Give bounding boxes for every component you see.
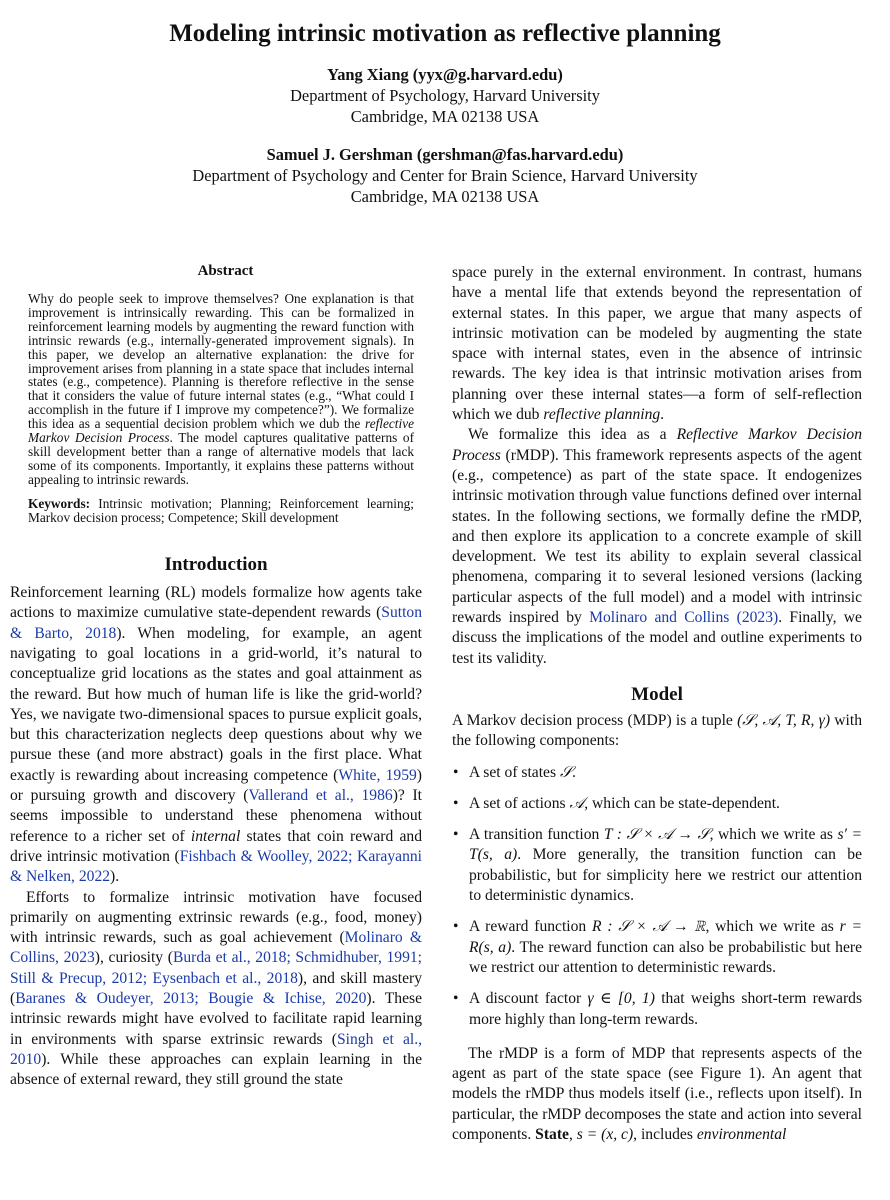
citation-link[interactable]: Singh et al., 2010 (10, 1030, 423, 1068)
emphasis: internal (190, 827, 241, 845)
abstract-heading: Abstract (197, 263, 254, 279)
text: A transition function (469, 826, 604, 844)
math: γ ∈ [0, 1) (587, 990, 655, 1008)
keywords-text: Intrinsic motivation; Planning; Reinforcement learning; Markov decision process; Competence; Skill development (28, 495, 414, 525)
right-column (452, 263, 862, 1145)
mdp-components-list (452, 763, 862, 1030)
text: ). These intrinsic rewards might have evolved to facilitate rapid learning in environments with sparse extrinsic rewards ( (10, 990, 422, 1048)
text: ). When modeling, for example, an agent navigating to goal locations in a grid-world, it’s natural to conceptualize grid locations as the states and goal attainment as the reward. But how much of human life is like the grid-world? Yes, we navigate two-dimensional spaces to pursue explicit goals, but this characterization neglects deep questions about why we pursue these (and more abstract) goals in the first place. What exactly is rewarding about increasing competence ( (10, 624, 422, 784)
text: . (660, 406, 665, 424)
model-paragraph (452, 1044, 862, 1145)
text: (rMDP). This framework represents aspects of the agent (e.g., competence) as part of the state space. It endogenizes intrinsic motivation through value functions defined over internal states. In the following sections, we formally define the rMDP, and then explore its application to a concrete example of skill development. We test its ability to explain several classical phenomena, comparing it to several lesioned versions (lacking particular aspects of the full model) and a model with intrinsic rewards inspired by (452, 446, 862, 627)
text: states that coin reward and drive intrinsic motivation ( (10, 827, 423, 865)
text: ), curiosity ( (94, 949, 173, 967)
citation-link[interactable]: Molinaro and Collins (2023) (589, 609, 779, 627)
math: s = (x, c) (576, 1125, 634, 1143)
list-item (452, 917, 862, 978)
text: We formalize this idea as a (468, 426, 677, 444)
text: ). While these approaches can explain learning in the absence of external reward, they still ground the state (10, 1050, 422, 1089)
math: s′ = T(s, a) (469, 826, 863, 864)
text: , which we write as (705, 918, 840, 936)
citation-link[interactable]: White, 1959 (338, 766, 417, 784)
list-item (452, 825, 862, 906)
abstract-text (28, 292, 414, 487)
author-address: Cambridge, MA 02138 USA (350, 107, 540, 126)
text: A set of states (469, 763, 560, 781)
text: )? It seems impossible to understand these phenomena without reference to a richer set of (10, 787, 422, 845)
text: ) or pursuing growth and discovery ( (10, 766, 422, 805)
author-address: Cambridge, MA 02138 USA (350, 187, 540, 206)
intro-paragraph-1 (10, 583, 422, 887)
author-affiliation: Department of Psychology, Harvard University (290, 86, 600, 105)
text: A Markov decision process (MDP) is a tuple (452, 711, 738, 729)
emphasis: environmental (696, 1125, 787, 1143)
left-column (10, 262, 422, 1091)
intro-paragraph-2 (10, 888, 422, 1091)
author-name: Yang Xiang (yyx@g.harvard.edu) (327, 65, 563, 84)
text: space purely in the external environment. In contrast, humans have a mental life that extends beyond the representation of external states. In this paper, we argue that many aspects of intrinsic motivation can be modeled by augmenting the state space with internal states, even in the absence of intrinsic rewards. The key idea is that intrinsic motivation arises from planning over these internal states—a form of self-reflection which we dub (452, 264, 862, 424)
text: A discount factor (469, 990, 588, 1008)
math: r = R(s, a) (469, 918, 862, 956)
text: that weighs short-term rewards more highly than long-term rewards. (469, 990, 863, 1028)
text: ). (110, 868, 120, 886)
citation-link[interactable]: Fishbach & Woolley, 2022; Karayanni & Nelken, 2022 (10, 847, 422, 886)
text: with the following components: (452, 711, 862, 750)
abstract-part: Why do people seek to improve themselves? One explanation is that improvement is intrinsically rewarding. This can be formalized in reinforcement learning models by augmenting the reward function with intrinsic rewards (e.g., internally-generated improvement signals). In this paper, we develop an alternative explanation: the drive for improvement arises from planning in a state space that includes internal states (e.g., competence). Planning is therefore reflective in the sense that it considers the value of future internal states (e.g., “What could I accomplish in the future if I improve my competence?”). We formalize this idea as a sequential decision problem which we dub the (28, 291, 414, 432)
text: , (568, 1125, 577, 1143)
author-name: Samuel J. Gershman (gershman@fas.harvard.edu) (266, 145, 624, 164)
math: T : 𝒮 × 𝒜 → 𝒮 (603, 826, 710, 844)
right-paragraph-2 (452, 425, 862, 669)
author-block-2 (0, 144, 890, 207)
text: , which can be state-dependent. (584, 794, 780, 812)
keywords-label: Keywords: (28, 495, 91, 511)
citation-link[interactable]: Baranes & Oudeyer, 2013; Bougie & Ichise, 2020 (15, 990, 367, 1008)
introduction-heading: Introduction (164, 554, 268, 576)
text: . More generally, the transition function can be probabilistic, but for simplicity here we restrict our attention to deterministic dynamics. (469, 846, 862, 905)
text: Efforts to formalize intrinsic motivation have focused primarily on augmenting extrinsic rewards (e.g., food, money) with intrinsic rewards, such as goal achievement ( (10, 888, 422, 947)
model-heading: Model (631, 683, 683, 705)
text: , includes (633, 1125, 697, 1143)
abstract-part: . The model captures qualitative patterns of skill development better than a range of alternative models that lack some of its components. Importantly, it explains these patterns without appealing to intrinsic rewards. (28, 430, 415, 487)
emphasis: reflective planning (543, 406, 661, 424)
math: R : 𝒮 × 𝒜 → ℝ (592, 918, 706, 936)
citation-link[interactable]: Molinaro & Collins, 2023 (10, 929, 422, 967)
author-block-1 (0, 64, 890, 127)
keywords (28, 497, 414, 525)
text: . (572, 763, 576, 781)
model-intro (452, 711, 862, 752)
text: A reward function (469, 918, 593, 936)
paper-title: Modeling intrinsic motivation as reflective planning (169, 20, 721, 47)
math-tuple: (𝒮, 𝒜, T, R, γ) (737, 711, 831, 729)
emphasis: Reflective Markov Decision Process (452, 426, 862, 464)
author-affiliation: Department of Psychology and Center for Brain Science, Harvard University (192, 166, 698, 185)
list-item (452, 763, 862, 783)
text: , which we write as (709, 826, 838, 844)
citation-link[interactable]: Burda et al., 2018; Schmidhuber, 1991; Still & Precup, 2012; Eysenbach et al., 2018 (10, 949, 423, 987)
text: . Finally, we discuss the implications of the model and outline experiments to test its validity. (452, 609, 862, 667)
text: ), and skill mastery ( (10, 969, 422, 1008)
math: 𝒜 (569, 794, 585, 812)
citation-link[interactable]: Sutton & Barto, 2018 (10, 604, 422, 642)
text: . The reward function can also be probabilistic but here we restrict our attention to deterministic rewards. (469, 938, 862, 976)
text: The rMDP is a form of MDP that represents aspects of the agent as part of the state space (see Figure 1). An agent that models the rMDP thus models itself (i.e., reflects upon itself). In particular, the rMDP decomposes the state and action into several components. (452, 1044, 862, 1143)
citation-link[interactable]: Vallerand et al., 1986 (248, 787, 393, 805)
text: Reinforcement learning (RL) models formalize how agents take actions to maximize cumulative state-dependent rewards ( (10, 584, 422, 622)
math: 𝒮 (559, 763, 573, 781)
state-label: State (535, 1125, 569, 1143)
right-paragraph-1 (452, 263, 862, 425)
abstract-emphasis: reflective Markov Decision Process (28, 416, 414, 446)
list-item (452, 794, 862, 814)
text: A set of actions (469, 794, 570, 812)
list-item (452, 989, 862, 1030)
